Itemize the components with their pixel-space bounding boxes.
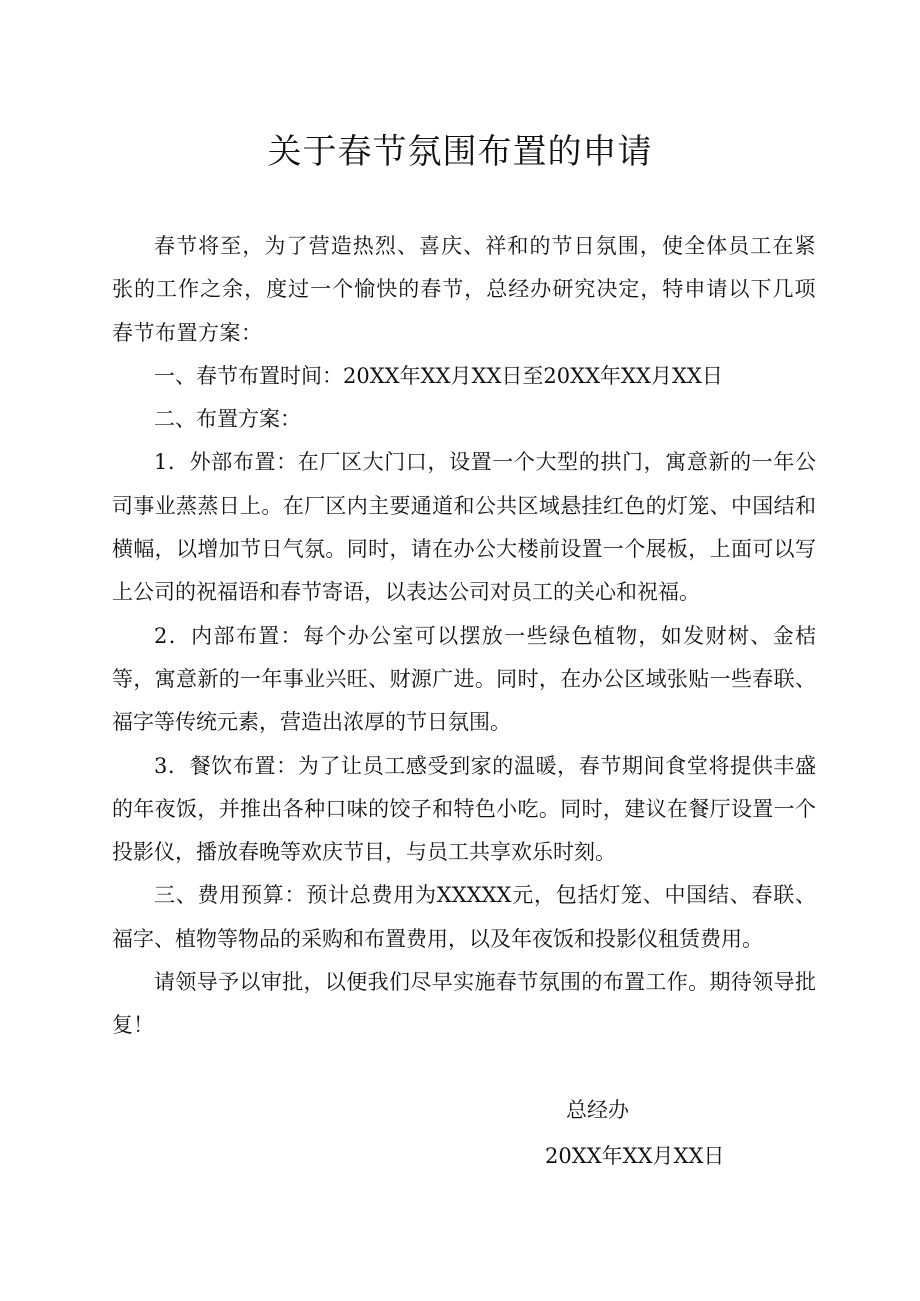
plan-item-text: 为了让员工感受到家的温暖，春节期间食堂将提供丰盛的年夜饭，并推出各种口味的饺子和特色小吃。同时，建议在餐厅设置一个投影仪，播放春晚等欢庆节目，与员工共享欢乐时刻。 <box>112 753 816 865</box>
budget-paragraph: 三、费用预算：预计总费用为XXXXX元，包括灯笼、中国结、春联、福字、植物等物品的采购和布置费用，以及年夜饭和投影仪租赁费用。 <box>112 883 816 951</box>
signature-org: 总经办 <box>566 1098 629 1122</box>
plan-item-label: 2．内部布置： <box>154 623 303 648</box>
document-body <box>112 225 816 1048</box>
plan-item-label: 3．餐饮布置： <box>154 753 298 778</box>
intro-paragraph: 春节将至，为了营造热烈、喜庆、祥和的节日氛围，使全体员工在紧张的工作之余，度过一个愉快的春节，总经办研究决定，特申请以下几项春节布置方案： <box>112 234 816 345</box>
signature-date: 20XX年XX月XX日 <box>545 1144 725 1168</box>
plan-heading: 二、布置方案： <box>154 407 301 432</box>
plan-item-text: 在厂区大门口，设置一个大型的拱门，寓意新的一年公司事业蒸蒸日上。在厂区内主要通道和公共区域悬挂红色的灯笼、中国结和横幅，以增加节日气氛。同时，请在办公大楼前设置一个展板，上面可以写上公司的祝福语和春节寄语，以表达公司对员工的关心和祝福。 <box>112 450 816 605</box>
plan-item-catering <box>112 745 816 875</box>
document-title: 关于春节氛围布置的申请 <box>267 132 653 172</box>
plan-item-label: 1．外部布置： <box>154 450 298 475</box>
plan-item-interior <box>112 615 816 745</box>
plan-item-text: 每个办公室可以摆放一些绿色植物，如发财树、金桔等，寓意新的一年事业兴旺、财源广进。同时，在办公区域张贴一些春联、福字等传统元素，营造出浓厚的节日氛围。 <box>112 623 816 735</box>
plan-item-exterior <box>112 441 816 614</box>
schedule-paragraph: 一、春节布置时间：20XX年XX月XX日至20XX年XX月XX日 <box>154 363 723 388</box>
closing-paragraph: 请领导予以审批，以便我们尽早实施春节氛围的布置工作。期待领导批复！ <box>112 970 816 1038</box>
